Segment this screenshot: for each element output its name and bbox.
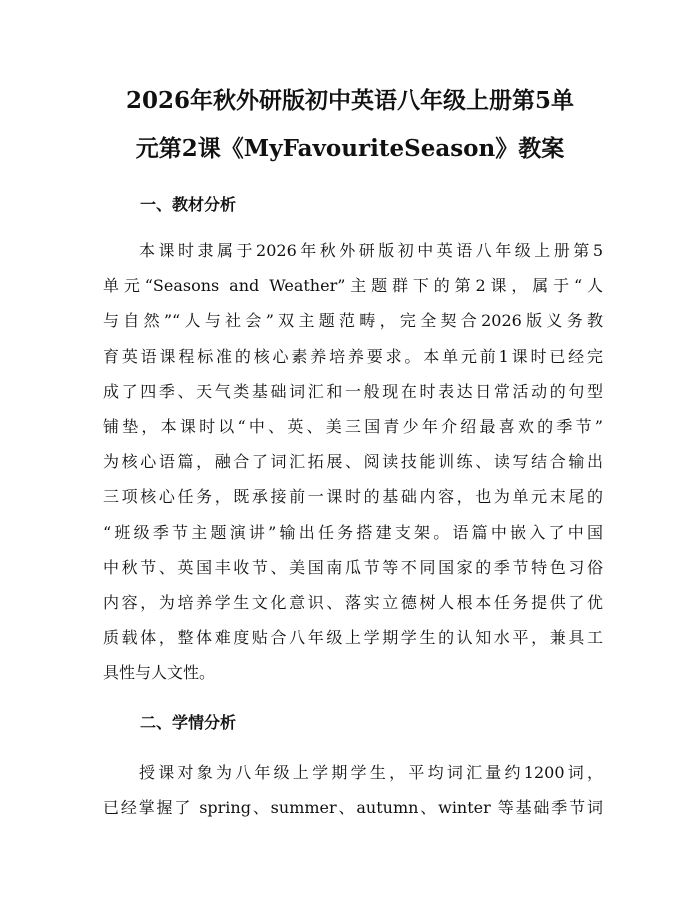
paragraph-line: “班级季节主题演讲”输出任务搭建支架。语篇中嵌入了中国 (103, 522, 603, 542)
paragraph-textbook-analysis (103, 233, 603, 690)
paragraph-line: 成了四季、天气类基础词汇和一般现在时表达日常活动的句型 (103, 381, 603, 401)
paragraph-learner-analysis (103, 755, 603, 825)
section-heading-learner-analysis: 二、学情分析 (140, 713, 237, 732)
paragraph-line: 中秋节、英国丰收节、美国南瓜节等不同国家的季节特色习俗 (103, 557, 603, 577)
paragraph-line: 本课时隶属于2026年秋外研版初中英语八年级上册第5 (139, 241, 603, 260)
paragraph-line: 内容，为培养学生文化意识、落实立德树人根本任务提供了优 (103, 592, 603, 612)
paragraph-line: 育英语课程标准的核心素养培养要求。本单元前1课时已经完 (103, 346, 603, 366)
paragraph-line: 具性与人文性。 (103, 663, 216, 683)
paragraph-line: 三项核心任务，既承接前一课时的基础内容，也为单元末尾的 (103, 487, 603, 507)
paragraph-line: 与自然”“人与社会”双主题范畴，完全契合2026版义务教 (103, 311, 603, 331)
paragraph-line: 为核心语篇，融合了词汇拓展、阅读技能训练、读写结合输出 (103, 452, 603, 472)
document-title-line-1: 2026年秋外研版初中英语八年级上册第5单 (125, 87, 575, 114)
paragraph-line: 授课对象为八年级上学期学生，平均词汇量约1200词， (139, 763, 603, 782)
paragraph-line: 质载体，整体难度贴合八年级上学期学生的认知水平，兼具工 (103, 628, 603, 648)
paragraph-line: 铺垫，本课时以“中、英、美三国青少年介绍最喜欢的季节” (103, 416, 603, 436)
paragraph-line: 单元“Seasons and Weather”主题群下的第2课，属于“人 (103, 276, 603, 296)
section-heading-textbook-analysis: 一、教材分析 (140, 195, 237, 214)
document-title-line-2: 元第2课《MyFavouriteSeason》教案 (135, 135, 565, 162)
paragraph-line: 已经掌握了 spring、summer、autumn、winter 等基础季节词 (103, 798, 603, 818)
